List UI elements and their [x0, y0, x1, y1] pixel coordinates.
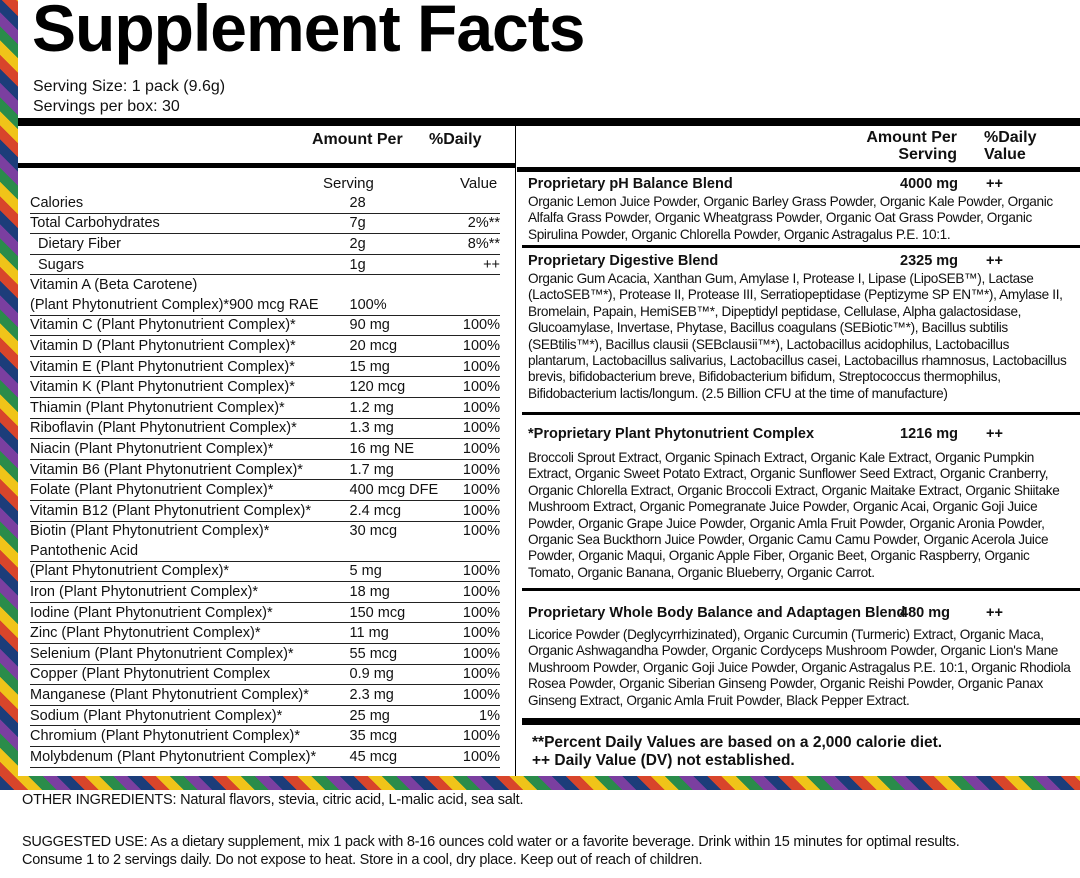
left-value-subheader: Value	[460, 175, 498, 192]
blend-ingredients: Broccoli Sprout Extract, Organic Spinach Extract, Organic Kale Extract, Organic Pumpkin Extract, Organic Sweet Potato Extract, Organic Sunflower Seed Extract, Organic Cranberry, Organic Chlorella Extract, Organic Broccoli Extract, Organic Maitake Extract, Organic Shiitake Mushroom Extract, Organic Pomegranate Juice Powder, Organic Acai, Organic Goji Juice Powder, Organic Grape Juice Powder, Organic Amla Fruit Powder, Organic Aronia Powder, Organic Sea Buckthorn Juice Powder, Organic Camu Camu Powder, Organic Acerola Juice Powder, Organic Maqui, Organic Apple Fiber, Organic Beet, Organic Raspberry, Organic Tomato, Organic Banana, Organic Blueberry, Organic Carrot.	[528, 450, 1060, 580]
nutrient-daily-value: 100%	[450, 377, 500, 398]
nutrient-amount	[350, 275, 450, 295]
nutrient-amount: 2g	[350, 234, 450, 255]
nutrient-row	[30, 561, 500, 582]
left-serving-subheader: Serving	[323, 175, 374, 192]
left-daily-header: %Daily	[429, 131, 482, 148]
nutrient-name: Riboflavin (Plant Phytonutrient Complex)*	[30, 418, 350, 439]
right-daily-header	[984, 129, 1036, 163]
nutrient-daily-value: 100%	[450, 685, 500, 706]
blend-ingredients: Organic Gum Acacia, Xanthan Gum, Amylase I, Protease I, Lipase (LipoSEB™), Lactase (LactoSEB™*), Protease II, Protease III, Serratiopeptidase (Peptizyme SP EN™*), Amylase II, Bromelain, Papain, HemiSEB™*, Dipeptidyl peptidase, Cellulase, Alpha galactosidase, Glucoamylase, Invertase, Phytase, Bacillus coagulans (SEBiotic™*), Bacillus subtilis (SEBtilis™*), Bacillus clausii (SEBclausii™*), Lactobacillus acidophilus, Lactobacillus plantarum, Lactobacillus salivarius, Lactobacillus casei, Lactobacillus rhamnosus, Lactobacillus brevis, bifidobacterium breve, Bifidobacterium bifidum, Streptococcus thermophilus, Bifidobacterium lactis/longum. (2.5 Billion CFU at the time of manufacture)	[528, 271, 1067, 401]
nutrient-amount: 1g	[350, 254, 450, 275]
nutrient-name: Iron (Plant Phytonutrient Complex)*	[30, 582, 350, 603]
nutrient-row	[30, 685, 500, 706]
nutrient-name: Vitamin D (Plant Phytonutrient Complex)*	[30, 336, 350, 357]
nutrient-row	[30, 747, 500, 768]
nutrient-row	[30, 275, 500, 295]
nutrient-daily-value: 8%**	[450, 234, 500, 255]
nutrient-row	[30, 480, 500, 501]
nutrient-row	[30, 397, 500, 418]
nutrient-name: (Plant Phytonutrient Complex)*900 mcg RAE	[30, 295, 350, 315]
blend-divider	[522, 588, 1080, 591]
nutrient-amount: 11 mg	[350, 623, 450, 644]
nutrient-daily-value: 100%	[450, 418, 500, 439]
footnote-daily-values: **Percent Daily Values are based on a 2,000 calorie diet.	[532, 734, 943, 751]
nutrient-row	[30, 602, 500, 623]
nutrient-amount: 16 mg NE	[350, 439, 450, 460]
nutrient-daily-value: 100%	[450, 439, 500, 460]
nutrient-row	[30, 439, 500, 460]
nutrient-daily-value: 2%**	[450, 213, 500, 234]
blend-whole-body	[528, 605, 1072, 709]
right-amount-header	[855, 129, 957, 163]
nutrient-daily-value: 100%	[450, 480, 500, 501]
left-amount-per-header: Amount Per	[312, 131, 403, 148]
nutrient-daily-value	[450, 193, 500, 213]
blend-bottom-rule	[522, 718, 1080, 725]
blend-daily-value: ++	[986, 605, 1003, 621]
blend-amount: 1216 mg	[900, 426, 959, 442]
nutrient-daily-value: 100%	[450, 664, 500, 685]
nutrient-row	[30, 315, 500, 336]
nutrient-amount: 35 mcg	[350, 726, 450, 747]
nutrient-name: (Plant Phytonutrient Complex)*	[30, 561, 350, 582]
nutrient-amount: 400 mcg DFE	[350, 480, 450, 501]
nutrient-daily-value: 100%	[450, 561, 500, 582]
blend-plant-phytonutrient	[528, 426, 1072, 581]
nutrient-daily-value: 1%	[450, 705, 500, 726]
nutrient-row	[30, 705, 500, 726]
nutrient-amount: 90 mg	[350, 315, 450, 336]
footnote-not-established: ++ Daily Value (DV) not established.	[532, 752, 795, 769]
nutrient-name: Thiamin (Plant Phytonutrient Complex)*	[30, 397, 350, 418]
right-amount-per-header: Amount Per	[866, 129, 957, 146]
nutrient-amount: 1.7 mg	[350, 459, 450, 480]
nutrient-row	[30, 500, 500, 521]
nutrient-daily-value: ++	[450, 254, 500, 275]
nutrient-name: Sugars	[30, 254, 350, 275]
blend-amount: 2325 mg	[900, 253, 959, 269]
nutrient-name: Vitamin E (Plant Phytonutrient Complex)*	[30, 356, 350, 377]
nutrient-row	[30, 541, 500, 561]
supplement-facts-panel	[18, 0, 1080, 776]
blend-ph-balance	[528, 176, 1072, 243]
left-header-rule	[18, 163, 515, 168]
blend-name: Proprietary pH Balance Blend	[528, 176, 733, 192]
servings-per-box: Servings per box: 30	[33, 98, 180, 115]
nutrient-name: Chromium (Plant Phytonutrient Complex)*	[30, 726, 350, 747]
nutrient-name: Vitamin C (Plant Phytonutrient Complex)*	[30, 315, 350, 336]
nutrient-name: Manganese (Plant Phytonutrient Complex)*	[30, 685, 350, 706]
nutrient-amount: 1.3 mg	[350, 418, 450, 439]
nutrient-row	[30, 213, 500, 234]
blend-ingredients: Licorice Powder (Deglycyrrhizinated), Organic Curcumin (Turmeric) Extract, Organic Maca, Organic Ashwagandha Powder, Organic Cordyceps Mushroom Powder, Organic Lion's Mane Mushroom Powder, Organic Goji Juice Powder, Organic Astragalus P.E. 10:1, Organic Rhodiola Rosea Powder, Organic Siberian Ginseng Powder, Organic Reishi Powder, Organic Panax Ginseng Extract, Organic Amla Fruit Powder, Black Pepper Extract.	[528, 627, 1071, 708]
nutrient-row	[30, 418, 500, 439]
nutrient-row	[30, 254, 500, 275]
nutrient-daily-value: 100%	[450, 644, 500, 665]
suggested-use-line-1: SUGGESTED USE: As a dietary supplement, mix 1 pack with 8-16 ounces cold water or a favorite beverage. Drink within 15 minutes for optimal results.	[22, 834, 960, 850]
nutrient-amount: 120 mcg	[350, 377, 450, 398]
blend-header	[528, 426, 1072, 444]
column-divider	[515, 126, 516, 776]
nutrient-amount: 0.9 mg	[350, 664, 450, 685]
nutrient-name: Vitamin B12 (Plant Phytonutrient Complex)*	[30, 500, 350, 521]
nutrient-table	[30, 193, 500, 768]
nutrient-amount: 18 mg	[350, 582, 450, 603]
nutrient-row	[30, 664, 500, 685]
blend-header	[528, 605, 1072, 623]
nutrient-name: Niacin (Plant Phytonutrient Complex)*	[30, 439, 350, 460]
blend-digestive	[528, 253, 1072, 402]
nutrient-row	[30, 726, 500, 747]
blend-name: Proprietary Digestive Blend	[528, 253, 719, 269]
nutrient-row	[30, 521, 500, 541]
suggested-use-line-2: Consume 1 to 2 servings daily. Do not expose to heat. Store in a cool, dry place. Keep out of reach of children.	[22, 852, 703, 868]
serving-info	[33, 77, 225, 117]
nutrient-name: Total Carbohydrates	[30, 213, 350, 234]
nutrient-daily-value: 100%	[450, 726, 500, 747]
nutrient-daily-value: 100%	[450, 397, 500, 418]
nutrient-name: Folate (Plant Phytonutrient Complex)*	[30, 480, 350, 501]
nutrient-name: Selenium (Plant Phytonutrient Complex)*	[30, 644, 350, 665]
nutrient-amount: 25 mg	[350, 705, 450, 726]
page-title: Supplement Facts	[32, 0, 585, 65]
nutrient-row	[30, 582, 500, 603]
nutrient-amount: 7g	[350, 213, 450, 234]
blend-ingredients: Organic Lemon Juice Powder, Organic Barley Grass Powder, Organic Kale Powder, Organic Alfalfa Grass Powder, Organic Wheatgrass Powder, Organic Oat Grass Powder, Organic Spirulina Powder, Organic Chlorella Powder, Organic Astragalus P.E. 10:1.	[528, 194, 1053, 242]
suggested-use	[22, 833, 1072, 869]
nutrient-name: Dietary Fiber	[30, 234, 350, 255]
nutrient-daily-value: 100%	[450, 500, 500, 521]
right-serving-header: Serving	[898, 146, 957, 163]
nutrient-daily-value: 100%	[450, 356, 500, 377]
nutrient-name: Pantothenic Acid	[30, 541, 350, 561]
blend-header	[528, 253, 1072, 271]
blend-divider	[522, 412, 1080, 415]
blend-amount: 4000 mg	[900, 176, 959, 192]
nutrient-amount: 15 mg	[350, 356, 450, 377]
nutrient-name: Vitamin B6 (Plant Phytonutrient Complex)*	[30, 459, 350, 480]
nutrient-name: Zinc (Plant Phytonutrient Complex)*	[30, 623, 350, 644]
nutrient-name: Calories	[30, 193, 350, 213]
nutrient-amount: 28	[350, 193, 450, 213]
footnotes	[532, 734, 942, 770]
header-rule	[18, 118, 1080, 126]
nutrient-daily-value	[450, 295, 500, 315]
nutrient-name: Vitamin K (Plant Phytonutrient Complex)*	[30, 377, 350, 398]
nutrient-row	[30, 377, 500, 398]
blend-daily-value: ++	[986, 426, 1003, 442]
nutrient-daily-value: 100%	[462, 523, 500, 540]
blend-amount: 480 mg	[900, 605, 950, 621]
right-value-label: Value	[984, 146, 1026, 163]
nutrient-amount: 5 mg	[350, 561, 450, 582]
nutrient-daily-value	[450, 275, 500, 295]
nutrient-amount	[350, 541, 450, 561]
nutrient-name: Molybdenum (Plant Phytonutrient Complex)*	[30, 747, 350, 768]
serving-size: Serving Size: 1 pack (9.6g)	[33, 78, 226, 95]
blend-daily-value: ++	[986, 253, 1003, 269]
nutrient-amount: 2.3 mg	[350, 685, 450, 706]
nutrient-daily-value	[450, 541, 500, 561]
nutrient-amount: 30 mcg	[349, 523, 398, 540]
nutrient-amount: 100%	[350, 295, 450, 315]
nutrient-daily-value: 100%	[450, 582, 500, 603]
nutrient-row	[30, 295, 500, 315]
nutrient-name: Iodine (Plant Phytonutrient Complex)*	[30, 602, 350, 623]
nutrient-name: Sodium (Plant Phytonutrient Complex)*	[30, 705, 350, 726]
nutrient-row	[30, 234, 500, 255]
other-ingredients: OTHER INGREDIENTS: Natural flavors, stevia, citric acid, L-malic acid, sea salt.	[22, 792, 524, 808]
nutrient-row	[30, 193, 500, 213]
nutrient-daily-value: 100%	[450, 747, 500, 768]
nutrient-daily-value: 100%	[450, 315, 500, 336]
nutrient-amount: 150 mcg	[350, 602, 450, 623]
nutrient-amount: 1.2 mg	[350, 397, 450, 418]
right-daily-label: %Daily	[984, 129, 1037, 146]
right-header-rule	[517, 167, 1080, 172]
nutrient-row	[30, 336, 500, 357]
nutrient-amount: 2.4 mcg	[350, 500, 450, 521]
nutrient-daily-value: 100%	[450, 623, 500, 644]
nutrient-name: Biotin (Plant Phytonutrient Complex)*	[30, 523, 270, 540]
blend-name: Proprietary Whole Body Balance and Adaptagen Blend	[528, 605, 906, 621]
blend-divider	[522, 245, 1080, 248]
nutrient-daily-value: 100%	[450, 336, 500, 357]
nutrient-amount: 45 mcg	[350, 747, 450, 768]
blend-header	[528, 176, 1072, 194]
nutrient-amount: 20 mcg	[350, 336, 450, 357]
nutrient-daily-value: 100%	[450, 602, 500, 623]
nutrient-name: Copper (Plant Phytonutrient Complex	[30, 664, 350, 685]
nutrient-row	[30, 623, 500, 644]
nutrient-name: Vitamin A (Beta Carotene)	[30, 277, 198, 294]
blend-name: *Proprietary Plant Phytonutrient Complex	[528, 426, 815, 442]
blend-daily-value: ++	[986, 176, 1003, 192]
nutrient-daily-value: 100%	[450, 459, 500, 480]
nutrient-row	[30, 459, 500, 480]
nutrient-row	[30, 356, 500, 377]
nutrient-row	[30, 644, 500, 665]
nutrient-amount: 55 mcg	[350, 644, 450, 665]
